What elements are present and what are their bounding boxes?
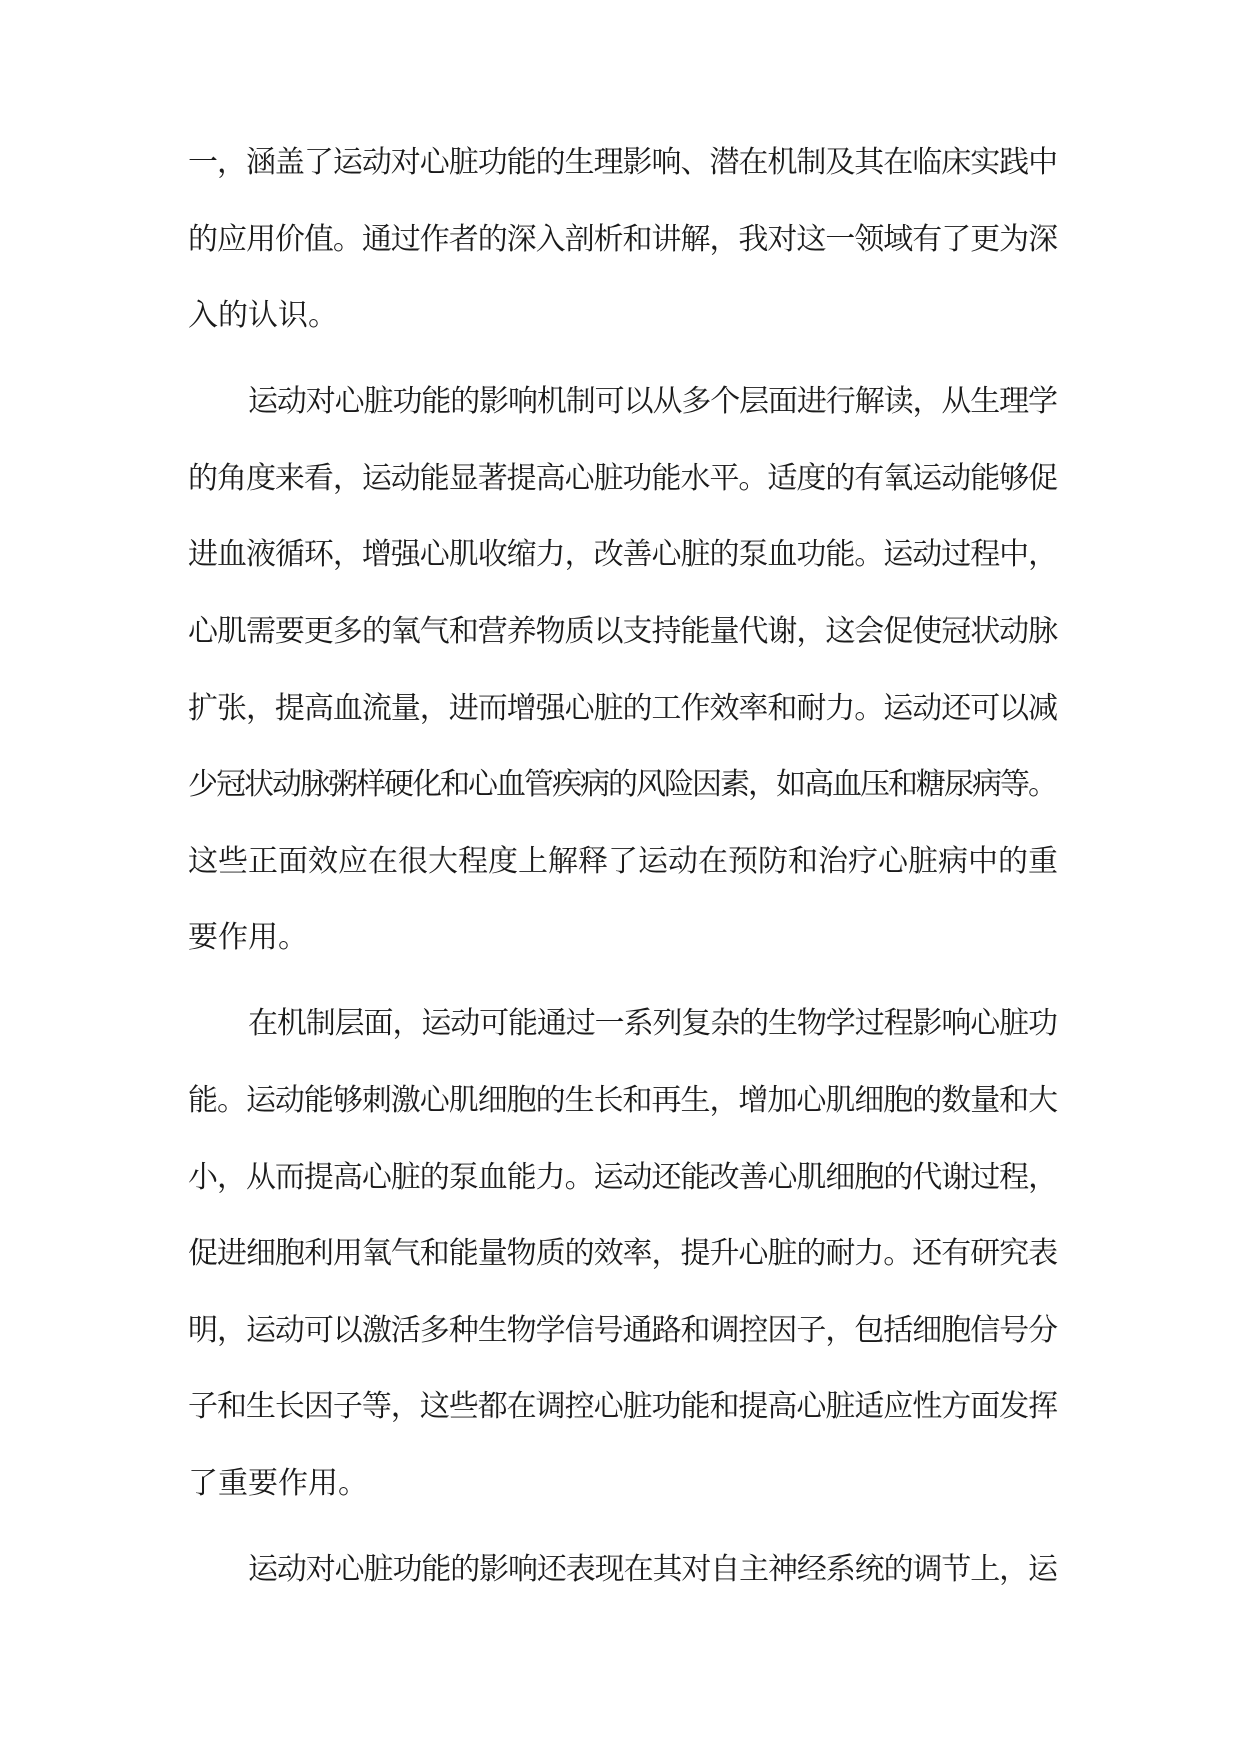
text-line: 子和生长因子等，这些都在调控心脏功能和提高心脏适应性方面发挥 (188, 1389, 1058, 1425)
text-line: 运动对心脏功能的影响机制可以从多个层面进行解读，从生理学 (248, 384, 1057, 420)
body-text (188, 143, 1058, 1627)
text-line: 少冠状动脉粥样硬化和心血管疾病的风险因素，如高血压和糖尿病等。 (188, 767, 1056, 803)
text-line: 明，运动可以激活多种生物学信号通路和调控因子，包括细胞信号分 (188, 1312, 1058, 1348)
text-line: 入的认识。 (188, 298, 338, 334)
text-line: 小，从而提高心脏的泵血能力。运动还能改善心肌细胞的代谢过程， (188, 1159, 1058, 1195)
text-line: 心肌需要更多的氧气和营养物质以支持能量代谢，这会促使冠状动脉 (188, 613, 1058, 649)
text-line: 扩张，提高血流量，进而增强心脏的工作效率和耐力。运动还可以减 (188, 690, 1058, 726)
text-line: 的角度来看，运动能显著提高心脏功能水平。适度的有氧运动能够促 (188, 460, 1058, 496)
text-line: 要作用。 (188, 920, 308, 956)
text-line: 这些正面效应在很大程度上解释了运动在预防和治疗心脏病中的重 (188, 843, 1058, 879)
text-line: 的应用价值。通过作者的深入剖析和讲解，我对这一领域有了更为深 (188, 221, 1058, 257)
text-line: 一，涵盖了运动对心脏功能的生理影响、潜在机制及其在临床实践中 (188, 145, 1058, 180)
text-line: 能。运动能够刺激心肌细胞的生长和再生，增加心肌细胞的数量和大 (188, 1082, 1058, 1118)
text-line: 运动对心脏功能的影响还表现在其对自主神经系统的调节上，运 (248, 1551, 1057, 1587)
text-line: 促进细胞利用氧气和能量物质的效率，提升心脏的耐力。还有研究表 (188, 1236, 1058, 1272)
text-line: 进血液循环，增强心肌收缩力，改善心脏的泵血功能。运动过程中， (188, 537, 1058, 573)
text-line: 了重要作用。 (188, 1465, 368, 1501)
text-line: 在机制层面，运动可能通过一系列复杂的生物学过程影响心脏功 (248, 1006, 1057, 1042)
